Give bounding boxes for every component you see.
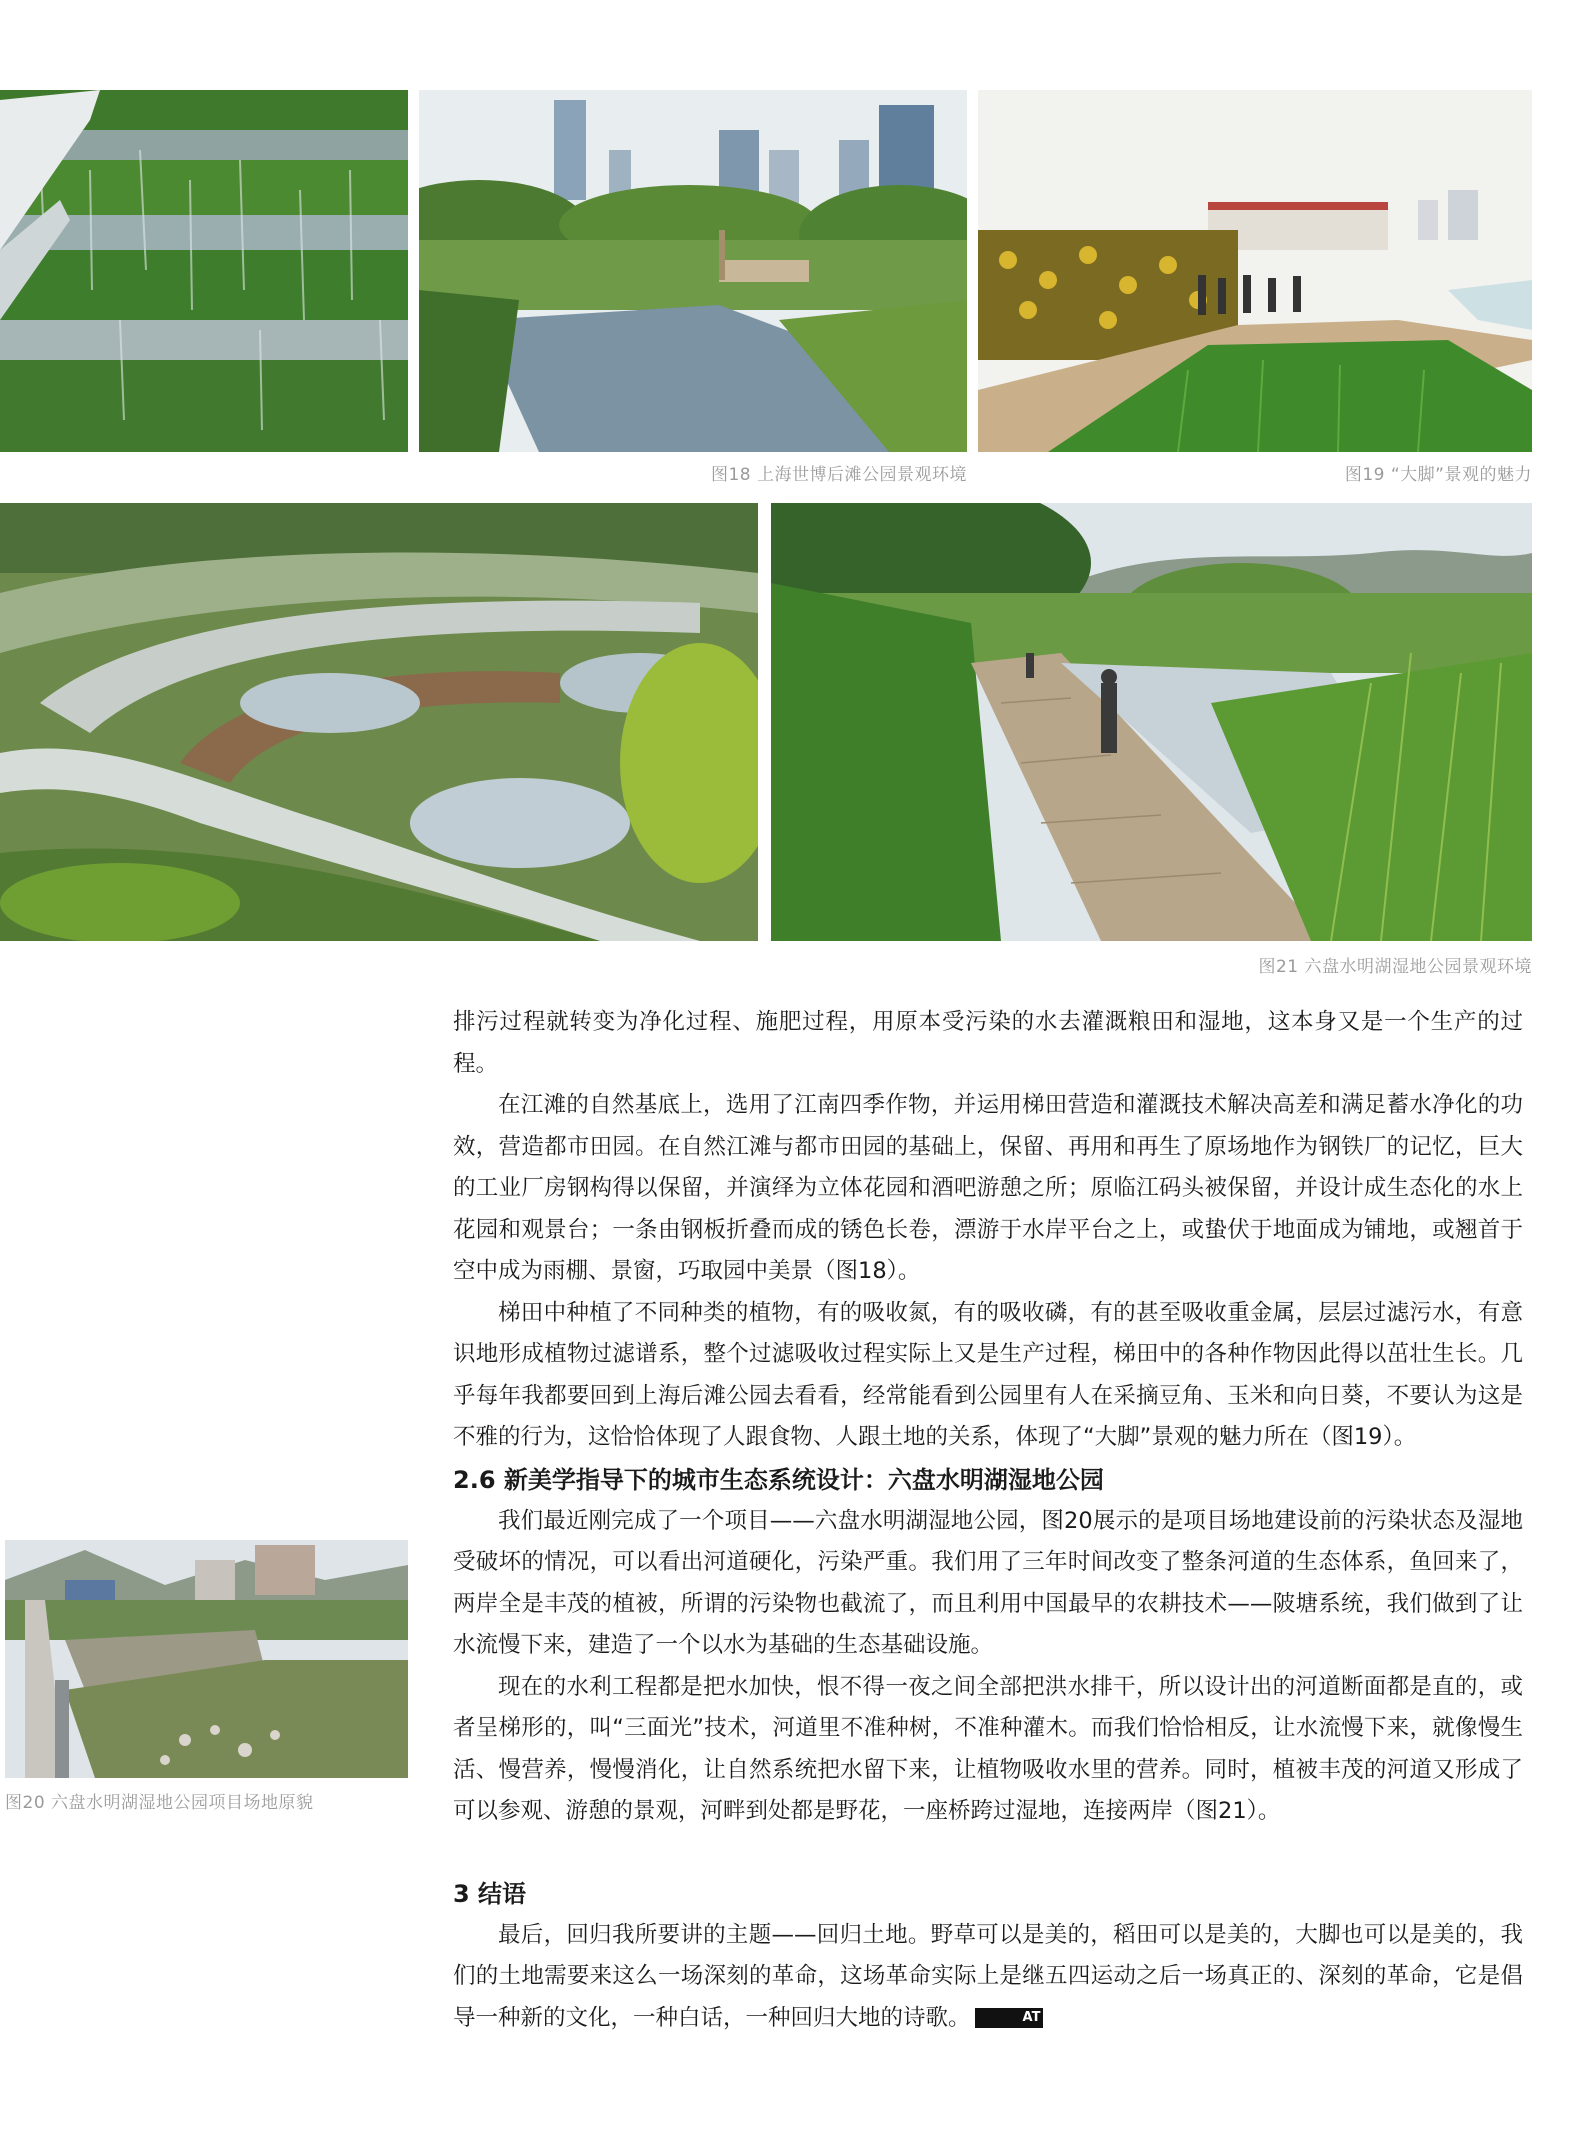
paragraph-6: [453, 1915, 1523, 2040]
photo-terraced-ponds: [0, 503, 758, 941]
section-heading-3: 3 结语: [453, 1879, 527, 1908]
paragraph-6-text: 最后，回归我所要讲的主题——回归土地。野草可以是美的，稻田可以是美的，大脚也可以是美的，我们的土地需要来这么一场深刻的革命，这场革命实际上是继五四运动之后一场真正的、深刻的革命，它是倡导一种新的文化，一种白话，一种回归大地的诗歌。: [453, 1921, 1523, 2031]
paragraph-5: 现在的水利工程都是把水加快，恨不得一夜之间全部把洪水排干，所以设计出的河道断面都是直的，或者呈梯形的，叫“三面光”技术，河道里不准种树，不准种灌木。而我们恰恰相反，让水流慢下来，就像慢生活、慢营养，慢慢消化，让自然系统把水留下来，让植物吸收水里的营养。同时，植被丰茂的河道又形成了可以参观、游憩的景观，河畔到处都是野花，一座桥跨过湿地，连接两岸（图21）。: [453, 1673, 1523, 1824]
end-mark-logo: AT: [975, 2008, 1044, 2028]
caption-fig21: 图21 六盘水明湖湿地公园景观环境: [1258, 957, 1532, 977]
photo-minghu-wetland: [771, 503, 1532, 941]
paragraph-4: 我们最近刚完成了一个项目——六盘水明湖湿地公园，图20展示的是项目场地建设前的污染状态及湿地受破坏的情况，可以看出河道硬化，污染严重。我们用了三年时间改变了整条河道的生态体系，鱼回来了，两岸全是丰茂的植被，所谓的污染物也截流了，而且利用中国最早的农耕技术——陂塘系统，我们做到了让水流慢下来，建造了一个以水为基础的生态基础设施。: [453, 1507, 1523, 1658]
photo-original-site: [5, 1540, 408, 1778]
section-heading-2-6: 2.6 新美学指导下的城市生态系统设计：六盘水明湖湿地公园: [453, 1465, 1104, 1494]
photo-houtan-park: [419, 90, 967, 452]
paragraph-3: 梯田中种植了不同种类的植物，有的吸收氮，有的吸收磷，有的甚至吸收重金属，层层过滤污水，有意识地形成植物过滤谱系，整个过滤吸收过程实际上又是生产过程，梯田中的各种作物因此得以茁壮生长。几乎每年我都要回到上海后滩公园去看看，经常能看到公园里有人在采摘豆角、玉米和向日葵，不要认为这是不雅的行为，这恰恰体现了人跟食物、人跟土地的关系，体现了“大脚”景观的魅力所在（图19）。: [453, 1299, 1523, 1450]
paragraph-1: 排污过程就转变为净化过程、施肥过程，用原本受污染的水去灌溉粮田和湿地，这本身又是一个生产的过程。: [453, 1009, 1523, 1077]
paragraph-2: 在江滩的自然基底上，选用了江南四季作物，并运用梯田营造和灌溉技术解决高差和满足蓄水净化的功效，营造都市田园。在自然江滩与都市田园的基础上，保留、再用和再生了原场地作为钢铁厂的记忆，巨大的工业厂房钢构得以保留，并演绎为立体花园和酒吧游憩之所；原临江码头被保留，并设计成生态化的水上花园和观景台；一条由钢板折叠而成的锈色长卷，漂游于水岸平台之上，或蛰伏于地面成为铺地，或翘首于空中成为雨棚、景窗，巧取园中美景（图18）。: [453, 1092, 1523, 1284]
caption-fig20: 图20 六盘水明湖湿地公园项目场地原貌: [5, 1793, 314, 1813]
photo-wetland-terraces: [0, 90, 408, 452]
article-body: [453, 1002, 1523, 2039]
photo-big-feet-landscape: [978, 90, 1532, 452]
caption-fig18: 图18 上海世博后滩公园景观环境: [710, 465, 967, 485]
caption-fig19: 图19 “大脚”景观的魅力: [1344, 465, 1532, 485]
